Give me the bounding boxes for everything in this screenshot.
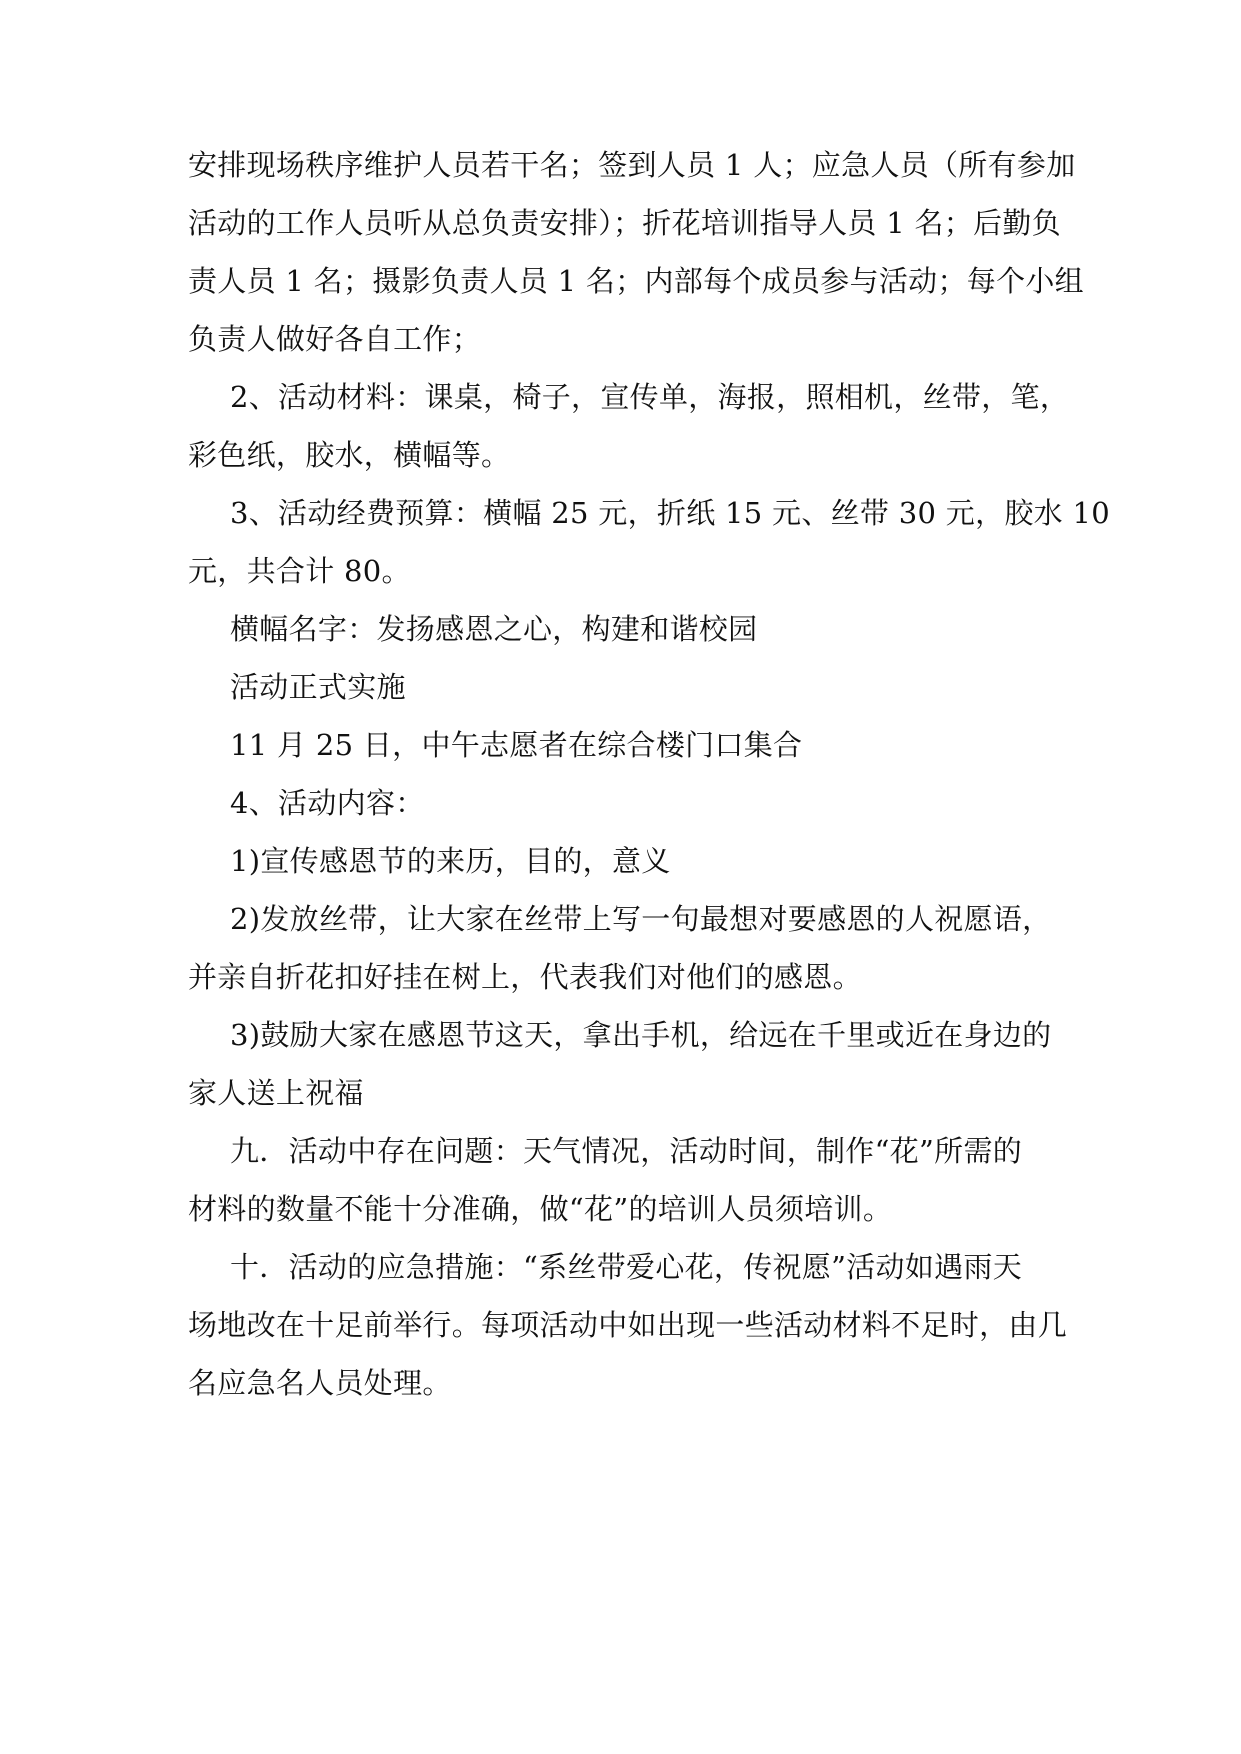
text-line: 材料的数量不能十分准确，做“花”的培训人员须培训。 [188, 1192, 893, 1226]
text-line: 11 月 25 日，中午志愿者在综合楼门口集合 [230, 728, 803, 762]
text-line: 3)鼓励大家在感恩节这天，拿出手机，给远在千里或近在身边的 [230, 1018, 1052, 1052]
text-line: 九．活动中存在问题：天气情况，活动时间，制作“花”所需的 [230, 1134, 1023, 1168]
text-line: 活动正式实施 [230, 670, 406, 704]
text-line: 并亲自折花扣好挂在树上，代表我们对他们的感恩。 [188, 960, 862, 994]
text-line: 活动的工作人员听从总负责安排）；折花培训指导人员 1 名；后勤负 [188, 206, 1061, 240]
text-line: 横幅名字：发扬感恩之心，构建和谐校园 [230, 612, 758, 646]
text-line: 场地改在十足前举行。每项活动中如出现一些活动材料不足时，由几 [188, 1308, 1068, 1342]
text-line: 名应急名人员处理。 [188, 1366, 452, 1400]
text-line: 2)发放丝带，让大家在丝带上写一句最想对要感恩的人祝愿语， [230, 902, 1052, 936]
text-line: 4、活动内容： [230, 786, 425, 820]
text-line: 3、活动经费预算：横幅 25 元，折纸 15 元、丝带 30 元，胶水 10 [230, 496, 1110, 530]
text-line: 负责人做好各自工作； [188, 322, 482, 356]
text-line: 家人送上祝福 [188, 1076, 364, 1110]
text-line: 安排现场秩序维护人员若干名；签到人员 1 人；应急人员（所有参加 [188, 148, 1076, 182]
text-line: 元，共合计 80。 [188, 554, 411, 588]
text-line: 十．活动的应急措施：“系丝带爱心花，传祝愿”活动如遇雨天 [230, 1250, 1023, 1284]
text-line: 1)宣传感恩节的来历，目的，意义 [230, 844, 671, 878]
text-line: 2、活动材料：课桌，椅子，宣传单，海报，照相机，丝带，笔， [230, 380, 1070, 414]
text-line: 责人员 1 名；摄影负责人员 1 名；内部每个成员参与活动；每个小组 [188, 264, 1084, 298]
text-line: 彩色纸，胶水，横幅等。 [188, 438, 511, 472]
